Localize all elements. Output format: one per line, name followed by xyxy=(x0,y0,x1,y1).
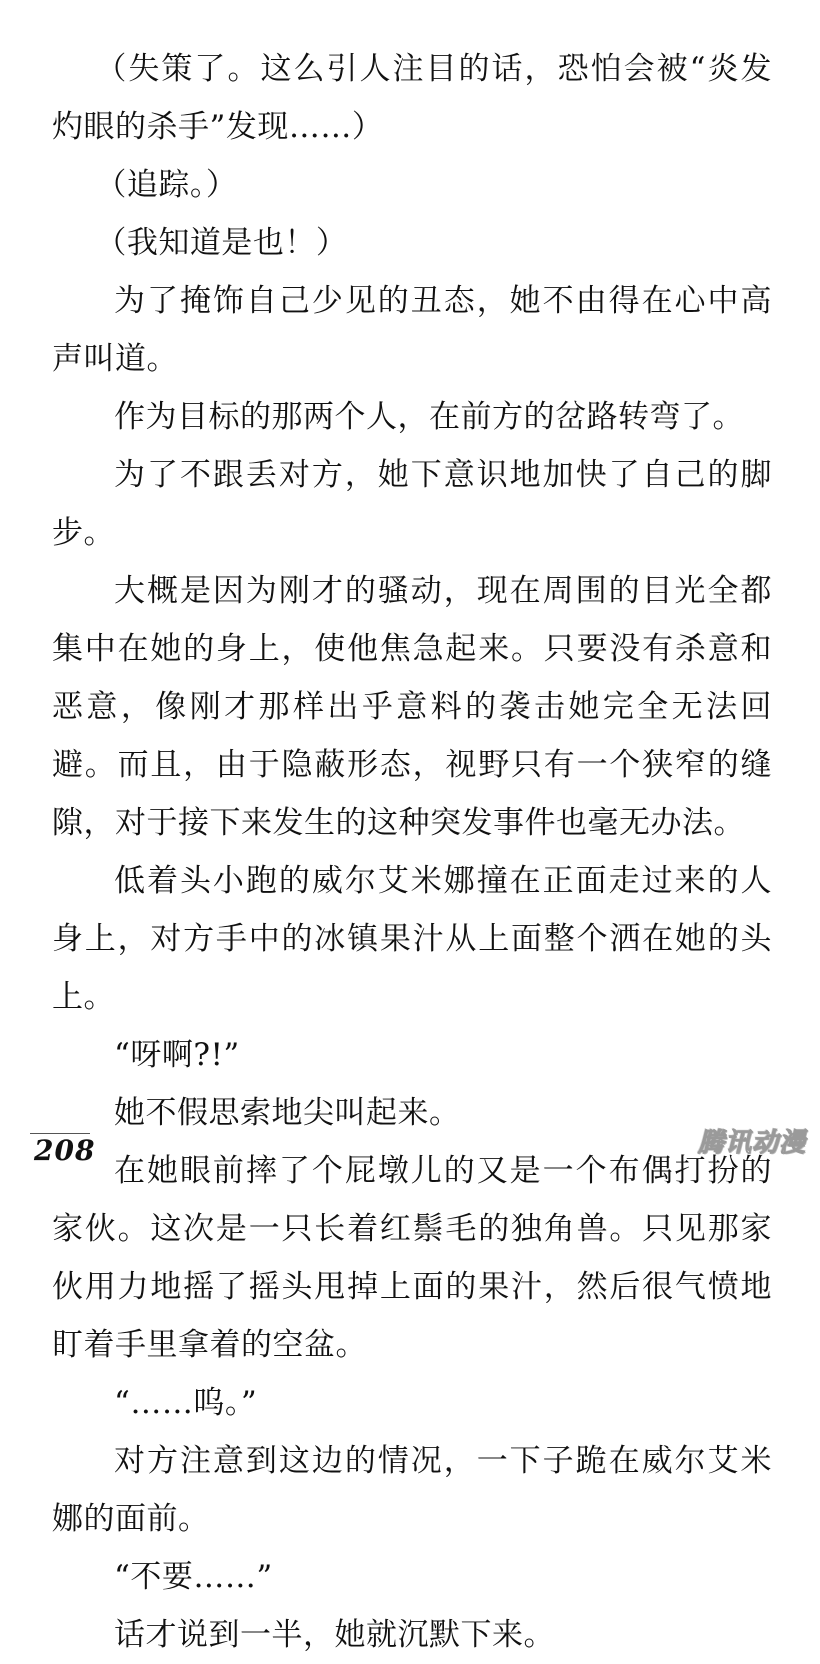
paragraph: （我知道是也！） xyxy=(95,225,348,261)
paragraph: 话才说到一半，她就沉默下来。 xyxy=(114,1617,555,1653)
paragraph: “……呜。” xyxy=(114,1385,258,1421)
paragraph: 对方注意到这边的情况，一下子跪在威尔艾米娜的面前。 xyxy=(52,1443,772,1537)
paragraph: 作为目标的那两个人，在前方的岔路转弯了。 xyxy=(114,399,744,435)
paragraph: 在她眼前摔了个屁墩儿的又是一个布偶打扮的家伙。这次是一只长着红鬃毛的独角兽。只见那家伙用力地摇了摇头甩掉上面的果汁，然后很气愤地盯着手里拿着的空盆。 xyxy=(52,1153,772,1363)
watermark-logo: 腾讯动漫 xyxy=(697,1128,806,1158)
paragraph: 为了掩饰自己少见的丑态，她不由得在心中高声叫道。 xyxy=(52,283,772,377)
paragraph: 她不假思索地尖叫起来。 xyxy=(114,1095,461,1131)
paragraph: （追踪。） xyxy=(95,167,238,203)
paragraph: 大概是因为刚才的骚动，现在周围的目光全都集中在她的身上，使他焦急起来。只要没有杀意和恶意，像刚才那样出乎意料的袭击她完全无法回避。而且，由于隐蔽形态，视野只有一个狭窄的缝隙，对于接下来发生的这种突发事件也毫无办法。 xyxy=(52,573,772,841)
paragraph: “呀啊?!” xyxy=(114,1037,240,1073)
page-number: 208 xyxy=(34,1134,96,1167)
body-text xyxy=(52,40,772,1664)
paragraph: “不要……” xyxy=(114,1559,273,1595)
paragraph: 为了不跟丢对方，她下意识地加快了自己的脚步。 xyxy=(52,457,772,551)
paragraph: （失策了。这么引人注目的话，恐怕会被“炎发灼眼的杀手”发现……） xyxy=(52,51,772,145)
paragraph: 低着头小跑的威尔艾米娜撞在正面走过来的人身上，对方手中的冰镇果汁从上面整个洒在她的头上。 xyxy=(52,863,772,1015)
